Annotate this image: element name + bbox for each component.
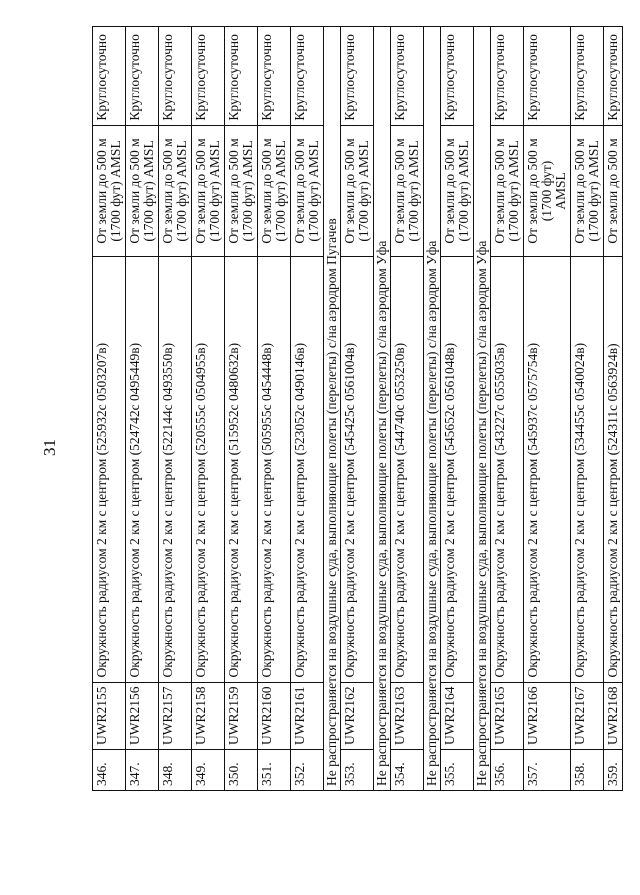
note-text: Не распространяется на воздушные суда, выполняющие полеты (перелеты) с/на аэродром Уфа	[474, 27, 491, 791]
altitude-limits	[524, 125, 571, 257]
page-number: 31	[40, 439, 59, 456]
table-row	[93, 27, 126, 791]
altitude-line: (1700 фут) AMSL	[406, 140, 421, 242]
altitude-line: От земли до 500 м	[94, 138, 109, 244]
operating-time: Круглосуточно	[524, 27, 571, 126]
altitude-line: От земли до 500 м	[492, 138, 507, 244]
row-number: 351.	[258, 750, 291, 791]
zone-code: UWR2167	[571, 682, 604, 750]
altitude-line: От земли до 500 м	[392, 138, 407, 244]
operating-time: Круглосуточно	[441, 27, 474, 126]
altitude-line: (1700 фут) AMSL	[356, 140, 371, 242]
table-row	[571, 27, 604, 791]
note-text: Не распространяется на воздушные суда, выполняющие полеты (перелеты) с/на аэродром Уфа	[374, 27, 391, 791]
table-row	[126, 27, 159, 791]
table-row	[391, 27, 424, 791]
altitude-line: От земли до 500 м	[292, 138, 307, 244]
altitude-limits	[192, 125, 225, 257]
zone-code: UWR2162	[341, 682, 374, 750]
altitude-line: (1700 фут) AMSL	[207, 140, 222, 242]
row-number: 355.	[441, 750, 474, 791]
altitude-line: От земли до 500 м	[342, 138, 357, 244]
zone-code: UWR2166	[524, 682, 571, 750]
row-number: 348.	[159, 750, 192, 791]
altitude-line: (1700 фут) AMSL	[240, 140, 255, 242]
altitude-limits	[341, 125, 374, 257]
zone-code: UWR2159	[225, 682, 258, 750]
row-number: 358.	[571, 750, 604, 791]
altitude-line: (1700 фут) AMSL	[506, 140, 521, 242]
zone-code: UWR2160	[258, 682, 291, 750]
zone-description: Окружность радиусом 2 км с центром (545652с 0561048в)	[441, 257, 474, 682]
row-number: 346.	[93, 750, 126, 791]
operating-time: Круглосуточно	[192, 27, 225, 126]
zone-code: UWR2163	[391, 682, 424, 750]
zone-description: Окружность радиусом 2 км с центром (545425с 0561004в)	[341, 257, 374, 682]
operating-time: Круглосуточно	[258, 27, 291, 126]
operating-time: Круглосуточно	[491, 27, 524, 126]
altitude-line: От земли до 500 м	[442, 138, 457, 244]
altitude-limits	[258, 125, 291, 257]
table-row	[341, 27, 374, 791]
altitude-line: От земли до 500 м	[259, 138, 274, 244]
zone-description: Окружность радиусом 2 км с центром (505955с 0454448в)	[258, 257, 291, 682]
altitude-limits	[571, 125, 604, 257]
altitude-limits	[441, 125, 474, 257]
operating-time: Круглосуточно	[291, 27, 324, 126]
table-note-row	[374, 27, 391, 791]
zone-description: Окружность радиусом 2 км с центром (545937с 0575754в)	[524, 257, 571, 682]
row-number: 349.	[192, 750, 225, 791]
row-number: 352.	[291, 750, 324, 791]
altitude-line: От земли до 500 м	[160, 138, 175, 244]
altitude-line: (1700 фут) AMSL	[306, 140, 321, 242]
note-text: Не распространяется на воздушные суда, выполняющие полеты (перелеты) с/на аэродром Уфа	[424, 27, 441, 791]
zone-description: Окружность радиусом 2 км с центром (520555с 0504955в)	[192, 257, 225, 682]
row-number: 354.	[391, 750, 424, 791]
zone-description: Окружность радиусом 2 км с центром (543227с 0555035в)	[491, 257, 524, 682]
row-number: 353.	[341, 750, 374, 791]
altitude-line: (1700 фут) AMSL	[141, 140, 156, 242]
row-number: 356.	[491, 750, 524, 791]
zone-code: UWR2157	[159, 682, 192, 750]
altitude-line: AMSL	[553, 172, 568, 210]
zone-description: Окружность радиусом 2 км с центром (525932с 0503207в)	[93, 257, 126, 682]
zone-code: UWR2168	[604, 682, 623, 750]
operating-time: Круглосуточно	[571, 27, 604, 126]
row-number: 359.	[604, 750, 623, 791]
table-row	[225, 27, 258, 791]
altitude-limits	[391, 125, 424, 257]
table-row	[258, 27, 291, 791]
zone-code: UWR2164	[441, 682, 474, 750]
operating-time: Круглосуточно	[159, 27, 192, 126]
table-note-row	[324, 27, 341, 791]
zone-description: Окружность радиусом 2 км с центром (544740с 0553250в)	[391, 257, 424, 682]
altitude-line: От земли до 500 м	[572, 138, 587, 244]
altitude-line: (1700 фут) AMSL	[456, 140, 471, 242]
zone-code: UWR2165	[491, 682, 524, 750]
altitude-line: От земли до 500 м	[605, 138, 620, 244]
zone-code: UWR2158	[192, 682, 225, 750]
operating-time: Круглосуточно	[391, 27, 424, 126]
altitude-limits	[491, 125, 524, 257]
table-row	[441, 27, 474, 791]
table-note-row	[474, 27, 491, 791]
altitude-limits	[126, 125, 159, 257]
operating-time: Круглосуточно	[604, 27, 623, 126]
row-number: 347.	[126, 750, 159, 791]
table-body	[93, 27, 623, 791]
zone-description: Окружность радиусом 2 км с центром (524742с 0495449в)	[126, 257, 159, 682]
table-row	[159, 27, 192, 791]
row-number: 350.	[225, 750, 258, 791]
zone-description: Окружность радиусом 2 км с центром (522144с 0493550в)	[159, 257, 192, 682]
table-row	[524, 27, 571, 791]
altitude-line: От земли до 500 м (1700 фут)	[525, 138, 554, 244]
operating-time: Круглосуточно	[341, 27, 374, 126]
altitude-line: (1700 фут) AMSL	[586, 140, 601, 242]
restricted-zones-table	[92, 26, 623, 791]
altitude-limits	[93, 125, 126, 257]
zone-description: Окружность радиусом 2 км с центром (515952с 0480632в)	[225, 257, 258, 682]
table-row	[491, 27, 524, 791]
table-row	[291, 27, 324, 791]
operating-time: Круглосуточно	[93, 27, 126, 126]
zone-code: UWR2156	[126, 682, 159, 750]
table-row	[604, 27, 623, 791]
zone-code: UWR2155	[93, 682, 126, 750]
row-number: 357.	[524, 750, 571, 791]
altitude-limits	[225, 125, 258, 257]
altitude-line: От земли до 500 м	[226, 138, 241, 244]
table-note-row	[424, 27, 441, 791]
altitude-line: (1700 фут) AMSL	[174, 140, 189, 242]
table-row	[192, 27, 225, 791]
zone-code: UWR2161	[291, 682, 324, 750]
altitude-line: От земли до 500 м	[193, 138, 208, 244]
altitude-limits	[159, 125, 192, 257]
altitude-limits	[604, 125, 623, 257]
operating-time: Круглосуточно	[126, 27, 159, 126]
altitude-line: (1700 фут) AMSL	[273, 140, 288, 242]
altitude-line: От земли до 500 м	[127, 138, 142, 244]
altitude-line: (1700 фут) AMSL	[108, 140, 123, 242]
zone-description: Окружность радиусом 2 км с центром (534455с 0540024в)	[571, 257, 604, 682]
operating-time: Круглосуточно	[225, 27, 258, 126]
altitude-limits	[291, 125, 324, 257]
note-text: Не распространяется на воздушные суда, выполняющие полеты (перелеты) с/на аэродром Пугачев	[324, 27, 341, 791]
zone-description: Окружность радиусом 2 км с центром (523052с 0490146в)	[291, 257, 324, 682]
zone-description: Окружность радиусом 2 км с центром (524311с 0563924в)	[604, 257, 623, 682]
